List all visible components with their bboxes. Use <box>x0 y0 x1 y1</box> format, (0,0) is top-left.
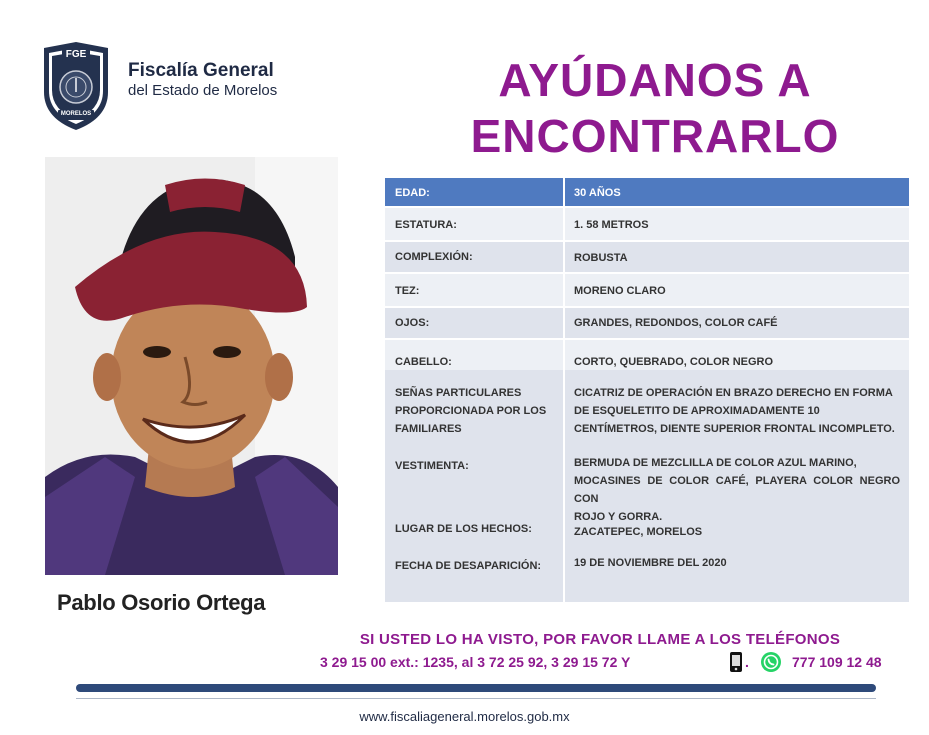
footer-divider-bar <box>76 684 876 692</box>
row-age <box>385 178 909 206</box>
phone-numbers: 3 29 15 00 ext.: 1235, al 3 72 25 92, 3 29 15 72 Y <box>320 654 631 670</box>
missing-person-photo <box>45 157 338 575</box>
clothes-value-line-3: ROJO Y GORRA. <box>574 511 663 523</box>
clothes-label: VESTIMENTA: <box>395 460 469 472</box>
marks-value-line-1: CICATRIZ DE OPERACIÓN EN BRAZO DERECHO EN FORMA <box>574 387 893 399</box>
row-build <box>385 242 909 272</box>
row-eyes <box>385 308 909 338</box>
date-value: 19 DE NOVIEMBRE DEL 2020 <box>574 557 727 569</box>
height-value: 1. 58 METROS <box>574 219 649 231</box>
build-label: COMPLEXIÓN: <box>395 251 473 263</box>
eyes-value: GRANDES, REDONDOS, COLOR CAFÉ <box>574 317 778 329</box>
place-value: ZACATEPEC, MORELOS <box>574 526 703 538</box>
marks-label-line-3: FAMILIARES <box>395 423 462 435</box>
website-link[interactable]: www.fiscaliageneral.morelos.gob.mx <box>359 709 570 724</box>
hair-label: CABELLO: <box>395 356 452 368</box>
call-to-action: SI USTED LO HA VISTO, POR FAVOR LLAME A LOS TELÉFONOS <box>359 631 841 648</box>
clothes-value-line-1: BERMUDA DE MEZCLILLA DE COLOR AZUL MARINO, <box>574 457 857 469</box>
org-name: Fiscalía General <box>128 60 274 81</box>
place-label: LUGAR DE LOS HECHOS: <box>395 523 532 535</box>
logo-top-text: FGE <box>65 49 87 60</box>
skin-value: MORENO CLARO <box>574 285 666 297</box>
title-line-1: AYÚDANOS A <box>498 54 812 106</box>
clothes-value-line-2: MOCASINES DE COLOR CAFÉ, PLAYERA COLOR NEGRO CON <box>574 475 900 505</box>
row-skin <box>385 274 909 306</box>
build-value: ROBUSTA <box>574 252 628 264</box>
marks-value-line-2: DE ESQUELETITO DE APROXIMADAMENTE 10 <box>574 405 820 417</box>
person-name: Pablo Osorio Ortega <box>57 590 266 615</box>
logo-bottom-text: MORELOS <box>60 111 92 117</box>
footer-divider-line <box>76 698 876 699</box>
title-line-2: ENCONTRARLO <box>470 110 840 162</box>
marks-label-line-2: PROPORCIONADA POR LOS <box>395 405 547 417</box>
page-title <box>395 52 915 164</box>
clothes-value <box>574 454 900 526</box>
fge-shield-logo-icon <box>38 40 114 132</box>
mobile-phone-icon <box>729 651 743 673</box>
age-label: EDAD: <box>395 187 430 199</box>
marks-label <box>395 384 560 438</box>
org-subtitle: del Estado de Morelos <box>128 82 278 99</box>
skin-label: TEZ: <box>395 285 420 297</box>
age-value: 30 AÑOS <box>574 187 621 199</box>
description-table <box>385 178 909 602</box>
hair-value: CORTO, QUEBRADO, COLOR NEGRO <box>574 356 774 368</box>
marks-label-line-1: SEÑAS PARTICULARES <box>395 387 522 399</box>
eyes-label: OJOS: <box>395 317 430 329</box>
row-height <box>385 208 909 240</box>
height-label: ESTATURA: <box>395 219 457 231</box>
marks-value <box>574 384 900 438</box>
whatsapp-number: 777 109 12 48 <box>792 654 882 670</box>
whatsapp-icon <box>760 651 782 673</box>
marks-value-line-3: CENTÍMETROS, DIENTE SUPERIOR FRONTAL INCOMPLETO. <box>574 423 895 435</box>
phone-separator: . <box>745 654 749 670</box>
date-label: FECHA DE DESAPARICIÓN: <box>395 560 542 572</box>
